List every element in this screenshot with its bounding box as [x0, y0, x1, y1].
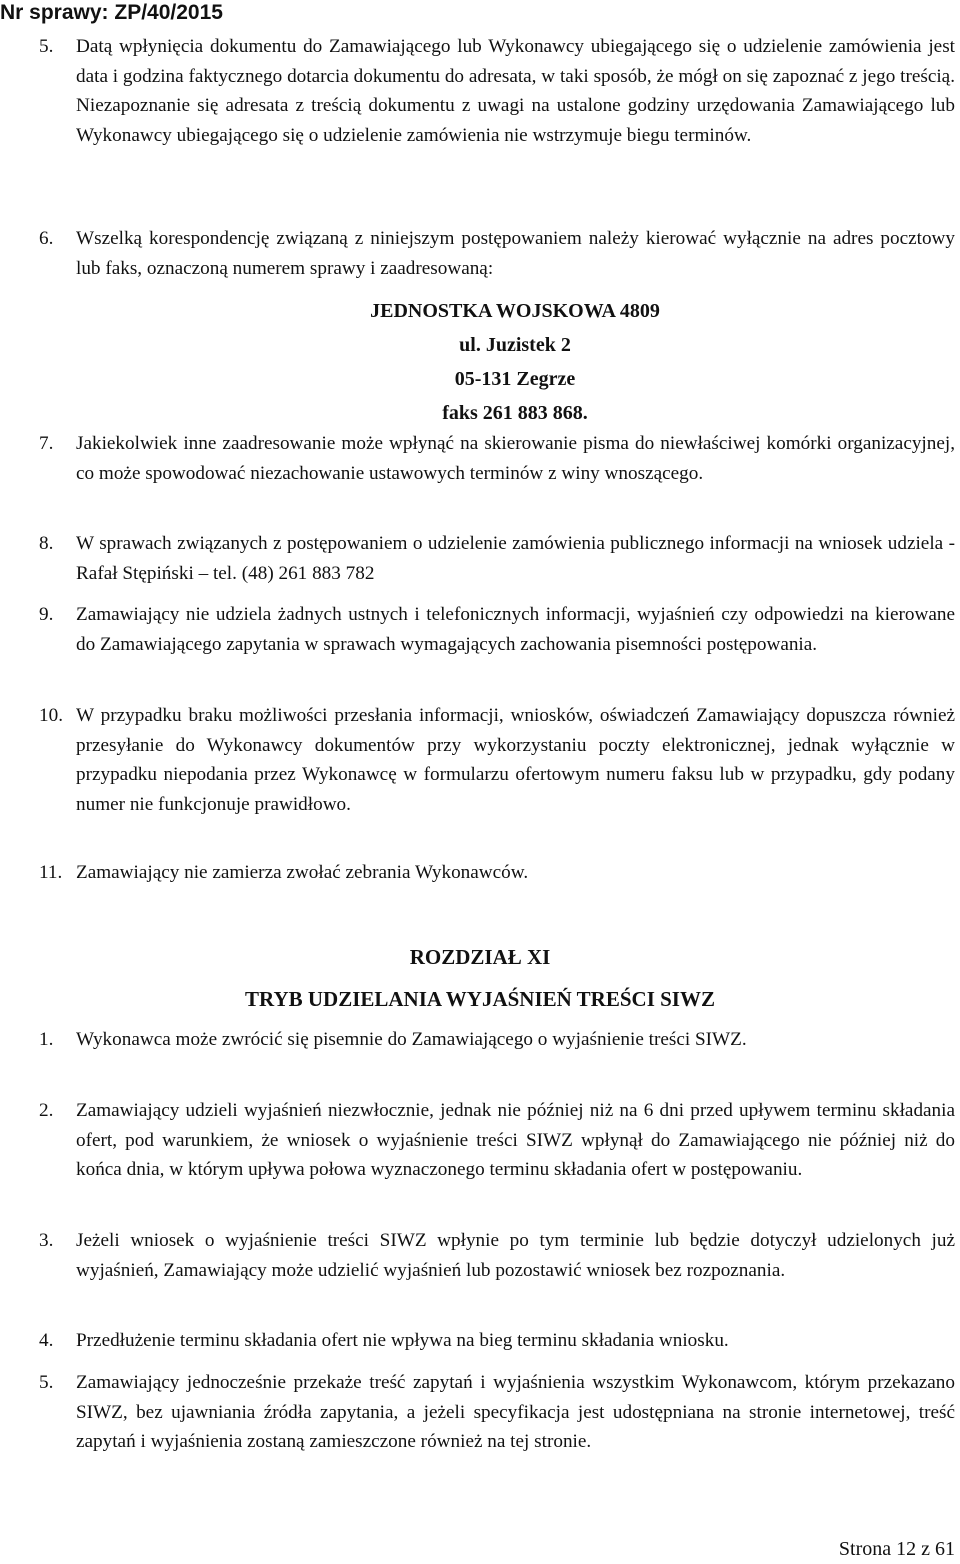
item-text: Przedłużenie terminu składania ofert nie wpływa na bieg terminu składania wniosku. [76, 1330, 729, 1351]
item-number: 3. [39, 1230, 54, 1251]
list-item [39, 32, 955, 150]
item-number: 11. [39, 862, 63, 883]
item-text: Datą wpłynięcia dokumentu do Zamawiającego lub Wykonawcy ubiegającego się o udzielenie zamówienia jest data i godzina faktycznego dotarcia dokumentu do adresata, w taki sposób, że mógł on się zapoznać z jego treścią. Niezapoznanie się adresata z treścią dokumentu z uwagi na ustalone godziny urzędowania Zamawiającego lub Wykonawcy ubiegającego się o udzielenie zamówienia nie wstrzymuje biegu terminów. [76, 36, 955, 146]
page-number: Strona 12 z 61 [838, 1538, 955, 1560]
item-number: 5. [39, 1372, 54, 1393]
list-item [39, 858, 955, 888]
item-number: 4. [39, 1330, 54, 1351]
item-number: 9. [39, 604, 54, 625]
item-number: 10. [39, 705, 63, 726]
item-number: 8. [39, 533, 54, 554]
item-text: Wszelką korespondencję związaną z niniejszym postępowaniem należy kierować wyłącznie na adres pocztowy lub faks, oznaczoną numerem sprawy i zaadresowaną: [76, 228, 955, 279]
case-number: Nr sprawy: ZP/40/2015 [0, 1, 223, 24]
list-item [39, 701, 955, 819]
item-text: W sprawach związanych z postępowaniem o udzielenie zamówienia publicznego informacji na wniosek udziela - Rafał Stępiński – tel. (48) 261 883 782 [76, 533, 955, 584]
item-text: Jakiekolwiek inne zaadresowanie może wpłynąć na skierowanie pisma do niewłaściwej komórki organizacyjnej, co może spowodować niezachowanie ustawowych terminów z winy wnoszącego. [76, 433, 955, 484]
item-text: Jeżeli wniosek o wyjaśnienie treści SIWZ wpłynie po tym terminie lub będzie dotyczył udzielonych już wyjaśnień, Zamawiający może udzielić wyjaśnień lub pozostawić wniosek bez rozpoznania. [76, 1230, 955, 1281]
list-item [39, 429, 955, 488]
chapter-subtitle: TRYB UDZIELANIA WYJAŚNIEŃ TREŚCI SIWZ [245, 987, 715, 1011]
item-number: 5. [39, 36, 54, 57]
address-street: ul. Juzistek 2 [459, 334, 571, 356]
address-fax: faks 261 883 868. [442, 402, 588, 424]
item-text: Zamawiający nie zamierza zwołać zebrania Wykonawców. [76, 862, 529, 883]
list-item [39, 224, 955, 283]
list-item [39, 529, 955, 588]
list-item [39, 1226, 955, 1285]
list-item [39, 1326, 955, 1356]
item-number: 7. [39, 433, 54, 454]
list-item [39, 600, 955, 659]
address-postal: 05-131 Zegrze [454, 368, 576, 390]
list-item [39, 1368, 955, 1457]
chapter-title: ROZDZIAŁ XI [409, 945, 551, 969]
list-item [39, 1025, 955, 1055]
item-text: Zamawiający udzieli wyjaśnień niezwłocznie, jednak nie później niż na 6 dni przed upływem terminu składania ofert, pod warunkiem, że wniosek o wyjaśnienie treści SIWZ wpłynął do Zamawiającego nie później niż do końca dnia, w którym upływa połowa wyznaczonego terminu składania ofert w postępowaniu. [76, 1100, 955, 1180]
item-text: Wykonawca może zwrócić się pisemnie do Zamawiającego o wyjaśnienie treści SIWZ. [76, 1029, 747, 1050]
list-item [39, 1096, 955, 1185]
item-text: Zamawiający jednocześnie przekaże treść zapytań i wyjaśnienia wszystkim Wykonawcom, którym przekazano SIWZ, bez ujawniania źródła zapytania, a jeżeli specyfikacja jest udostępniana na stronie internetowej, treść zapytań i wyjaśnienia zostaną zamieszczone również na tej stronie. [76, 1372, 955, 1452]
item-text: Zamawiający nie udziela żadnych ustnych i telefonicznych informacji, wyjaśnień czy odpowiedzi na kierowane do Zamawiającego zapytania w sprawach wymagających zachowania pisemności postępowania. [76, 604, 955, 655]
item-number: 6. [39, 228, 54, 249]
item-number: 2. [39, 1100, 54, 1121]
item-number: 1. [39, 1029, 54, 1050]
item-text: W przypadku braku możliwości przesłania informacji, wniosków, oświadczeń Zamawiający dopuszcza również przesyłanie do Wykonawcy dokumentów przy wykorzystaniu poczty elektronicznej, jednak wyłącznie w przypadku niepodania przez Wykonawcę w formularzu ofertowym numeru faksu lub w przypadku, gdy podany numer nie funkcjonuje prawidłowo. [76, 705, 955, 815]
address-unit: JEDNOSTKA WOJSKOWA 4809 [370, 300, 660, 322]
